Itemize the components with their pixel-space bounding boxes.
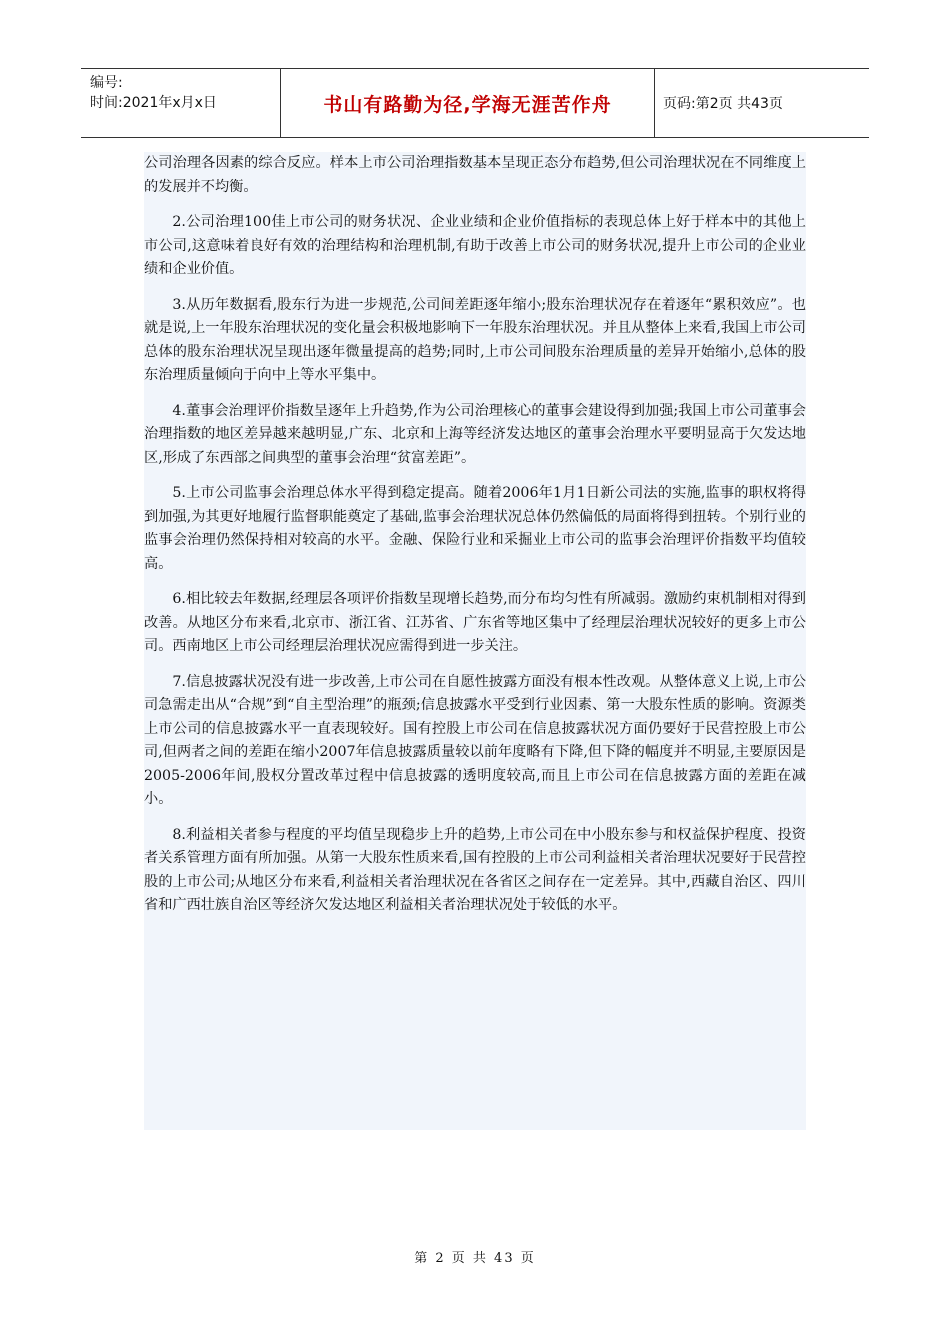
header-page-code: 页码:第2页 共43页 (663, 96, 783, 112)
page-header (81, 68, 869, 138)
page-footer: 第 2 页 共 43 页 (414, 1251, 536, 1266)
paragraph-2: 2.公司治理100佳上市公司的财务状况、企业业绩和企业价值指标的表现总体上好于样本中的其他上市公司,这意味着良好有效的治理结构和治理机制,有助于改善上市公司的财务状况,提升上市公司的企业业绩和企业价值。 (144, 214, 806, 277)
header-meta (81, 69, 281, 137)
paragraph-5: 5.上市公司监事会治理总体水平得到稳定提高。随着2006年1月1日新公司法的实施,监事的职权将得到加强,为其更好地履行监督职能奠定了基础,监事会治理状况总体仍然偏低的局面将得到扭转。个别行业的监事会治理仍然保持相对较高的水平。金融、保险行业和采掘业上市公司的监事会治理评价指数平均值较高。 (144, 485, 806, 572)
paragraph-continued: 公司治理各因素的综合反应。样本上市公司治理指数基本呈现正态分布趋势,但公司治理状况在不同维度上的发展并不均衡。 (144, 155, 806, 195)
document-number: 编号: (90, 75, 123, 91)
header-motto: 书山有路勤为径,学海无涯苦作舟 (281, 69, 655, 137)
document-date: 时间:2021年x月x日 (90, 95, 217, 111)
paragraph-3: 3.从历年数据看,股东行为进一步规范,公司间差距逐年缩小;股东治理状况存在着逐年“累积效应”。也就是说,上一年股东治理状况的变化量会积极地影响下一年股东治理状况。并且从整体上来看,我国上市公司总体的股东治理状况呈现出逐年微量提高的趋势;同时,上市公司间股东治理质量的差异开始缩小,总体的股东治理质量倾向于向中上等水平集中。 (144, 296, 806, 383)
paragraph-6: 6.相比较去年数据,经理层各项评价指数呈现增长趋势,而分布均匀性有所减弱。激励约束机制相对得到改善。从地区分布来看,北京市、浙江省、江苏省、广东省等地区集中了经理层治理状况较好的更多上市公司。西南地区上市公司经理层治理状况应需得到进一步关注。 (144, 591, 806, 654)
document-body (144, 152, 806, 1130)
paragraph-4: 4.董事会治理评价指数呈逐年上升趋势,作为公司治理核心的董事会建设得到加强;我国上市公司董事会治理指数的地区差异越来越明显,广东、北京和上海等经济发达地区的董事会治理水平要明显高于欠发达地区,形成了东西部之间典型的董事会治理“贫富差距”。 (144, 402, 806, 466)
paragraph-7: 7.信息披露状况没有进一步改善,上市公司在自愿性披露方面没有根本性改观。从整体意义上说,上市公司急需走出从“合规”到“自主型治理”的瓶颈;信息披露水平受到行业因素、第一大股东性质的影响。资源类上市公司的信息披露水平一直表现较好。国有控股上市公司在信息披露状况方面仍要好于民营控股上市公司,但两者之间的差距在缩小2007年信息披露质量较以前年度略有下降,但下降的幅度并不明显,主要原因是2005-2006年间,股权分置改革过程中信息披露的透明度较高,而且上市公司在信息披露方面的差距在减小。 (144, 673, 806, 807)
paragraph-8: 8.利益相关者参与程度的平均值呈现稳步上升的趋势,上市公司在中小股东参与和权益保护程度、投资者关系管理方面有所加强。从第一大股东性质来看,国有控股的上市公司利益相关者治理状况要好于民营控股的上市公司;从地区分布来看,利益相关者治理状况在各省区之间存在一定差异。其中,西藏自治区、四川省和广西壮族自治区等经济欠发达地区利益相关者治理状况处于较低的水平。 (144, 826, 806, 913)
